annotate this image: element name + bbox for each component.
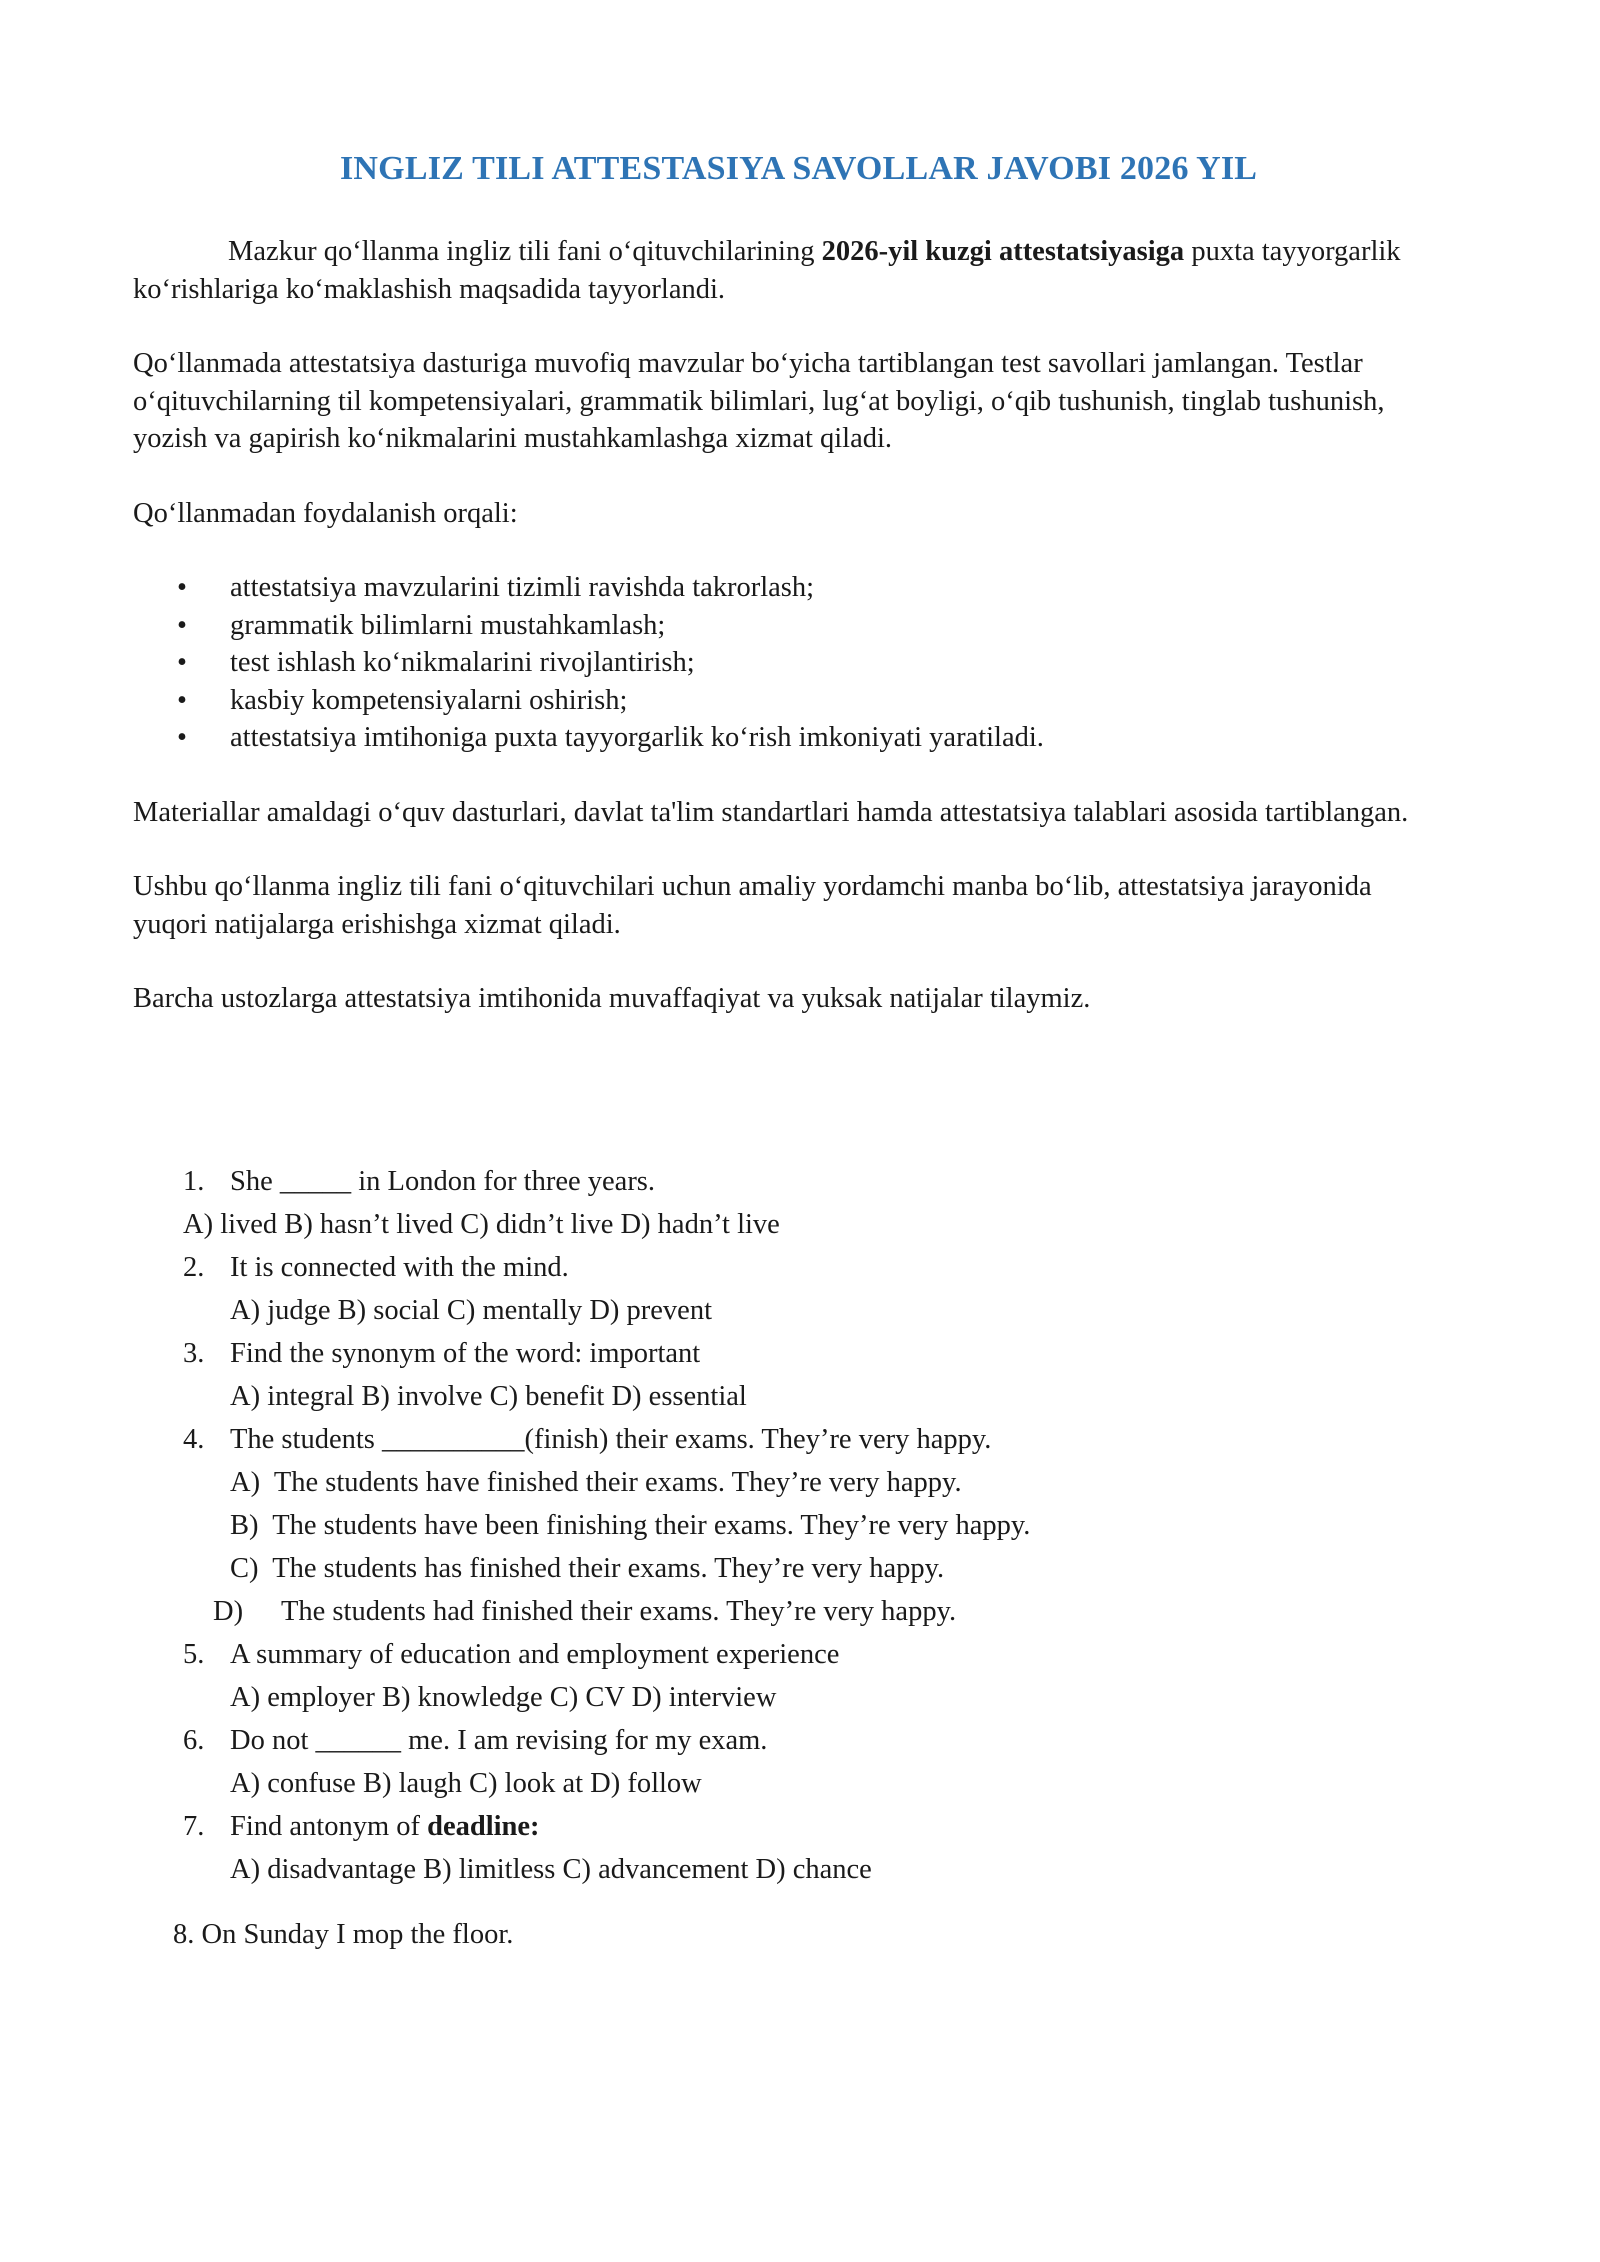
question-number: 7. [183, 1811, 205, 1842]
intro-paragraph-5: Ushbu qo‘llanma ingliz tili fani o‘qituvchilari uchun amaliy yordamchi manba bo‘lib, attestatsiya jarayonida yuqori natijalarga erishishga xizmat qiladi. [133, 871, 1372, 940]
list-item: • kasbiy kompetensiyalarni oshirish; [133, 682, 1453, 720]
option-text: The students have been finishing their exams. They’re very happy. [272, 1510, 1031, 1541]
question-5 [133, 1633, 1453, 1676]
question-text: Do not ______ me. I am revising for my exam. [230, 1725, 768, 1756]
question-text: It is connected with the mind. [230, 1252, 569, 1283]
question-text: Find antonym of deadline: [230, 1811, 540, 1842]
question-2-options [133, 1289, 1453, 1332]
option-letter: D) [213, 1596, 244, 1627]
question-7-options [133, 1848, 1453, 1891]
question-4-option-d [133, 1590, 1453, 1633]
answer-options: A) judge B) social C) mentally D) prevent [230, 1295, 712, 1326]
question-3-options [133, 1375, 1453, 1418]
question-7 [133, 1805, 1453, 1848]
question-number: 1. [183, 1166, 205, 1197]
question-number: 6. [183, 1725, 205, 1756]
bullet-icon: • [177, 684, 187, 716]
question-2 [133, 1246, 1453, 1289]
bullet-icon: • [177, 647, 187, 678]
question-1-options [133, 1203, 1453, 1246]
option-letter: C) [230, 1553, 259, 1584]
question-4 [133, 1418, 1453, 1461]
benefits-list [133, 569, 1453, 757]
question-number: 2. [183, 1252, 205, 1283]
intro-paragraph-6: Barcha ustozlarga attestatsiya imtihonida muvaffaqiyat va yuksak natijalar tilaymiz. [133, 983, 1091, 1014]
question-6-options [133, 1762, 1453, 1805]
question-number: 4. [183, 1424, 205, 1455]
question-text: Find the synonym of the word: important [230, 1338, 701, 1369]
list-item: • attestatsiya imtihoniga puxta tayyorgarlik ko‘rish imkoniyati yaratiladi. [133, 719, 1453, 757]
question-1 [133, 1160, 1453, 1203]
answer-options: A) integral B) involve C) benefit D) essential [230, 1381, 747, 1412]
question-4-option-a [133, 1461, 1453, 1504]
question-4-option-c [133, 1547, 1453, 1590]
answer-options: A) employer B) knowledge C) CV D) interview [230, 1682, 777, 1713]
question-number: 3. [183, 1338, 205, 1369]
question-5-options [133, 1676, 1453, 1719]
list-item: • test ishlash ko‘nikmalarini rivojlantirish; [133, 644, 1453, 682]
option-letter: B) [230, 1510, 259, 1541]
intro-paragraph-4: Materiallar amaldagi o‘quv dasturlari, davlat ta'lim standartlari hamda attestatsiya talablari asosida tartiblangan. [133, 796, 1409, 828]
bullet-icon: • [177, 722, 187, 753]
keyword: deadline: [427, 1811, 540, 1842]
intro-section [133, 233, 1453, 1055]
intro-emphasis: 2026-yil kuzgi attestatsiyasiga [821, 236, 1185, 267]
option-text: The students have finished their exams. They’re very happy. [273, 1467, 962, 1498]
option-text: The students has finished their exams. They’re very happy. [272, 1553, 945, 1584]
question-text: A summary of education and employment experience [230, 1639, 840, 1670]
question-8 [133, 1913, 1453, 1956]
answer-options: A) lived B) hasn’t lived C) didn’t live D) hadn’t live [183, 1209, 780, 1240]
list-item: • grammatik bilimlarni mustahkamlash; [133, 607, 1453, 645]
list-item: • attestatsiya mavzularini tizimli ravishda takrorlash; [133, 569, 1453, 607]
intro-paragraph-3: Qo‘llanmadan foydalanish orqali: [133, 497, 518, 529]
option-letter: A) [230, 1467, 261, 1498]
question-4-option-b [133, 1504, 1453, 1547]
bullet-icon: • [177, 609, 187, 641]
question-text: The students __________(finish) their exams. They’re very happy. [230, 1424, 992, 1455]
intro-paragraph-2: Qo‘llanmada attestatsiya dasturiga muvofiq mavzular bo‘yicha tartiblangan test savollari jamlangan. Testlar o‘qituvchilarning til kompetensiyalari, grammatik bilimlari, lug‘at boyligi, o‘qib tushunish, tinglab tushunish, yozish va gapirish ko‘nikmalarini mustahkamlashga xizmat qiladi. [133, 348, 1385, 454]
question-6 [133, 1719, 1453, 1762]
document-title: INGLIZ TILI ATTESTASIYA SAVOLLAR JAVOBI 2026 YIL [340, 150, 1258, 187]
intro-paragraph-1: Mazkur qo‘llanma ingliz tili fani o‘qituvchilarining 2026-yil kuzgi attestatsiyasiga puxta tayyorgarlik ko‘rishlariga ko‘maklashish maqsadida tayyorlandi. [133, 236, 1401, 305]
question-text: She _____ in London for three years. [230, 1166, 656, 1197]
answer-options: A) confuse B) laugh C) look at D) follow [230, 1768, 702, 1799]
answer-options: A) disadvantage B) limitless C) advancement D) chance [230, 1854, 872, 1885]
question-number: 5. [183, 1639, 205, 1670]
question-3 [133, 1332, 1453, 1375]
option-text: The students had finished their exams. They’re very happy. [281, 1596, 957, 1627]
question-list [133, 1160, 1453, 1956]
bullet-icon: • [177, 572, 187, 603]
question-text: 8. On Sunday I mop the floor. [173, 1919, 514, 1950]
